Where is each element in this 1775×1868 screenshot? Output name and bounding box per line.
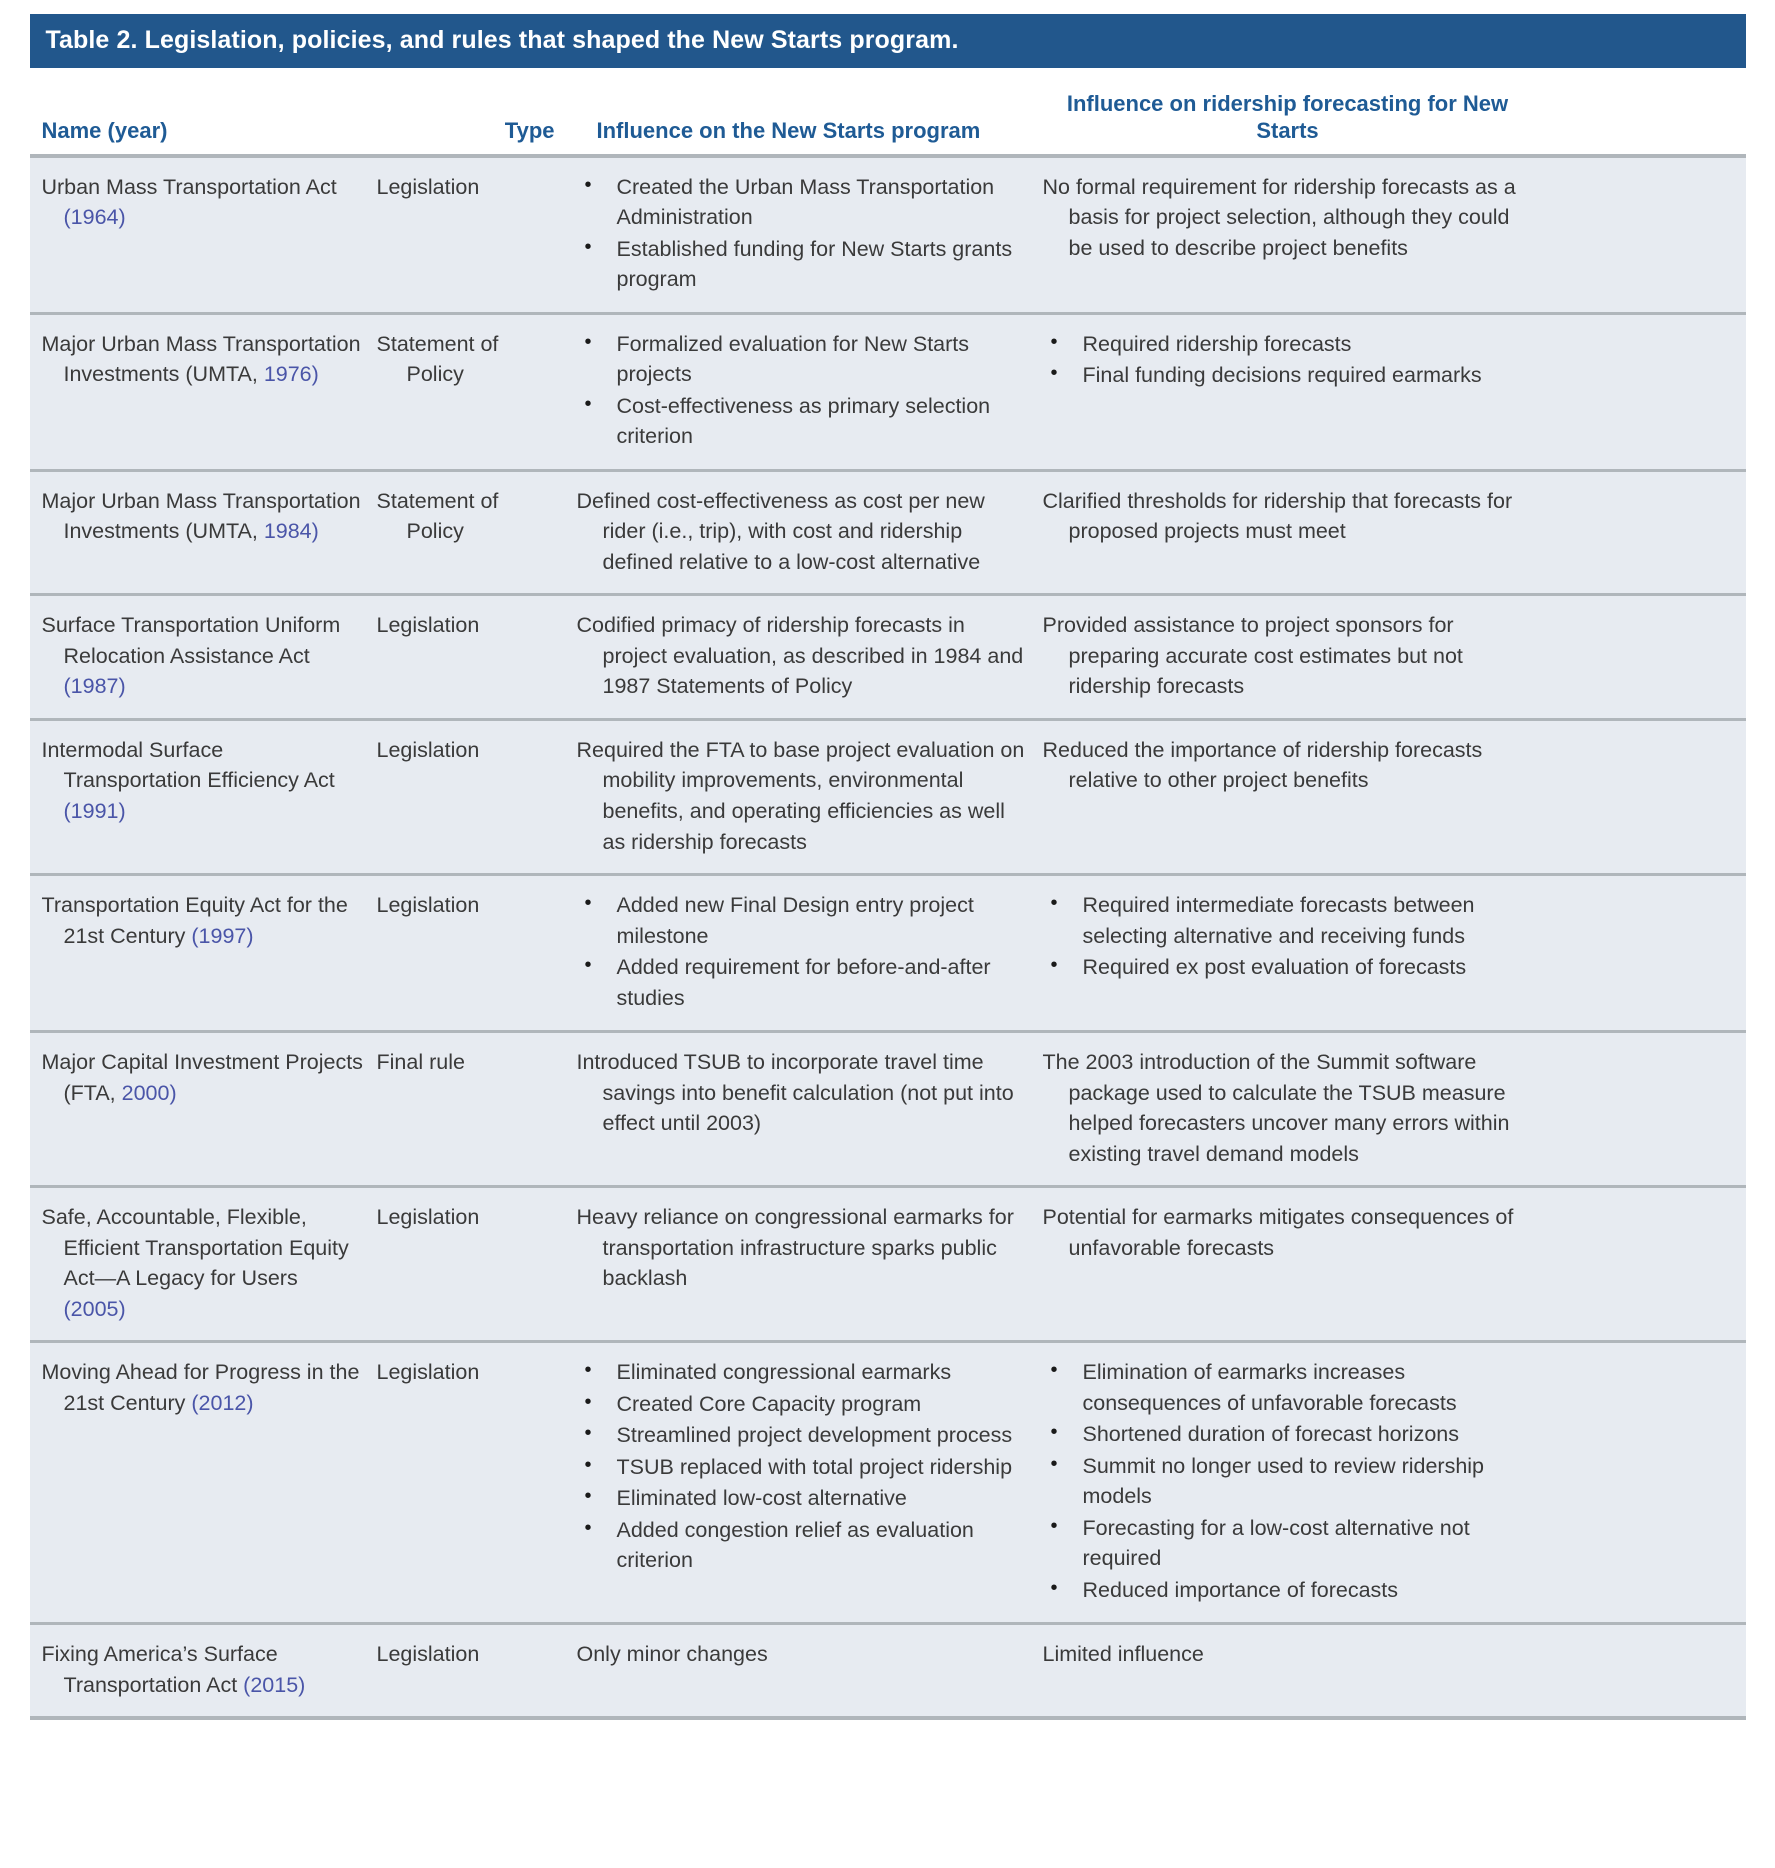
cell-name-year: (1987) bbox=[63, 674, 126, 699]
bullet-item: • Created Core Capacity program bbox=[577, 1389, 1027, 1420]
bullet-item: • Required ex post evaluation of forecasts bbox=[1043, 952, 1525, 983]
bullet-item: • Added congestion relief as evaluation criterion bbox=[577, 1515, 1027, 1576]
cell-name: Moving Ahead for Progress in the 21st Century (2012) bbox=[41, 1360, 360, 1415]
paragraph-text: Provided assistance to project sponsors for preparing accurate cost estimates but not ridership forecasts bbox=[1042, 613, 1463, 699]
bullet-item: • TSUB replaced with total project ridership bbox=[577, 1452, 1027, 1483]
cell-influence-forecasting bbox=[1035, 1033, 1535, 1185]
cell-name: Major Urban Mass Transportation Investments (UMTA, 1976) bbox=[41, 331, 361, 387]
cell-type: Legislation bbox=[376, 1360, 480, 1385]
bullet-item: • Forecasting for a low-cost alternative not required bbox=[1043, 1513, 1525, 1574]
cell-name: Intermodal Surface Transportation Efficiency Act (1991) bbox=[41, 737, 335, 823]
bullet-item: • Created the Urban Mass Transportation Administration bbox=[577, 172, 1027, 233]
bullet-list bbox=[1043, 1357, 1525, 1605]
cell-type: Legislation bbox=[376, 613, 480, 638]
cell-influence-program bbox=[565, 472, 1035, 594]
cell-name-year: (2012) bbox=[191, 1390, 254, 1415]
table-row bbox=[30, 873, 1746, 1030]
bullet-item: • Summit no longer used to review ridership models bbox=[1043, 1451, 1525, 1512]
cell-name-year: (1991) bbox=[63, 799, 126, 823]
bullet-item: • Elimination of earmarks increases consequences of unfavorable forecasts bbox=[1043, 1357, 1525, 1418]
bullet-item: • Added requirement for before-and-after studies bbox=[577, 952, 1027, 1013]
bullet-item: • Required ridership forecasts bbox=[1043, 329, 1525, 360]
cell-type: Legislation bbox=[376, 737, 480, 762]
paragraph-text: No formal requirement for ridership forecasts as a basis for project selection, although they could be used to describe project benefits bbox=[1042, 174, 1516, 260]
cell-name: Surface Transportation Uniform Relocation Assistance Act (1987) bbox=[41, 613, 341, 699]
bullet-list bbox=[1043, 890, 1525, 983]
cell-name-year: (2015) bbox=[243, 1672, 306, 1697]
cell-type: Legislation bbox=[376, 1205, 480, 1230]
cell-name-year: (1997) bbox=[191, 923, 254, 948]
cell-name: Major Urban Mass Transportation Investments (UMTA, 1984) bbox=[41, 488, 361, 544]
paragraph-text: Required the FTA to base project evaluation on mobility improvements, environmental benefits, and operating efficiencies as well as ridership forecasts bbox=[576, 737, 1025, 854]
cell-type: Legislation bbox=[376, 1642, 480, 1667]
cell-influence-program bbox=[565, 158, 1035, 312]
cell-influence-forecasting bbox=[1035, 472, 1535, 594]
paragraph-text: Only minor changes bbox=[576, 1642, 768, 1667]
cell-name-year: 1976) bbox=[263, 362, 319, 387]
bullet-item: • Eliminated congressional earmarks bbox=[577, 1357, 1027, 1388]
cell-type: Statement of Policy bbox=[376, 331, 499, 387]
bullet-item: • Added new Final Design entry project milestone bbox=[577, 890, 1027, 951]
table-row bbox=[30, 158, 1746, 312]
cell-influence-program bbox=[565, 721, 1035, 873]
bullet-item: • Required intermediate forecasts between selecting alternative and receiving funds bbox=[1043, 890, 1525, 951]
cell-influence-program bbox=[565, 1033, 1035, 1185]
cell-influence-program bbox=[565, 1343, 1035, 1622]
cell-name: Urban Mass Transportation Act (1964) bbox=[41, 174, 337, 230]
cell-type: Legislation bbox=[376, 174, 480, 199]
bullet-item: • Formalized evaluation for New Starts projects bbox=[577, 329, 1027, 390]
cell-influence-program bbox=[565, 1625, 1035, 1716]
table-row bbox=[30, 1340, 1746, 1622]
cell-name-year: (2005) bbox=[63, 1296, 126, 1321]
paragraph-text: Heavy reliance on congressional earmarks for transportation infrastructure sparks public backlash bbox=[576, 1205, 1014, 1291]
paragraph-text: The 2003 introduction of the Summit software package used to calculate the TSUB measure helped forecasters uncover many errors within existing travel demand models bbox=[1042, 1050, 1510, 1166]
table-2-container bbox=[30, 0, 1746, 1720]
column-header-influence-program: Influence on the New Starts program bbox=[596, 118, 981, 144]
cell-influence-forecasting bbox=[1035, 315, 1535, 469]
cell-influence-forecasting bbox=[1035, 721, 1535, 873]
table-row bbox=[30, 1030, 1746, 1185]
cell-influence-program bbox=[565, 315, 1035, 469]
paragraph-text: Introduced TSUB to incorporate travel time savings into benefit calculation (not put into effect until 2003) bbox=[576, 1050, 1014, 1136]
bullet-item: • Cost-effectiveness as primary selection criterion bbox=[577, 391, 1027, 452]
table-body bbox=[30, 158, 1746, 1721]
table-caption: Table 2. Legislation, policies, and rules that shaped the New Starts program. bbox=[30, 14, 1746, 68]
cell-influence-forecasting bbox=[1035, 158, 1535, 312]
bullet-item: • Eliminated low-cost alternative bbox=[577, 1483, 1027, 1514]
bullet-list bbox=[577, 329, 1027, 452]
cell-name-year: (1964) bbox=[63, 205, 126, 230]
cell-influence-forecasting bbox=[1035, 1343, 1535, 1622]
table-row bbox=[30, 593, 1746, 718]
bullet-list bbox=[1043, 329, 1525, 391]
table-row bbox=[30, 718, 1746, 873]
cell-name-year: 1984) bbox=[263, 519, 319, 544]
cell-influence-forecasting bbox=[1035, 1188, 1535, 1340]
cell-name: Transportation Equity Act for the 21st Century (1997) bbox=[41, 893, 348, 948]
cell-influence-program bbox=[565, 1188, 1035, 1340]
cell-name: Fixing America’s Surface Transportation Act (2015) bbox=[41, 1642, 306, 1697]
table-row bbox=[30, 1185, 1746, 1340]
table-row bbox=[30, 469, 1746, 594]
bullet-item: • Established funding for New Starts grants program bbox=[577, 234, 1027, 295]
column-header-type: Type bbox=[504, 118, 555, 144]
cell-type: Statement of Policy bbox=[376, 488, 499, 544]
bullet-list bbox=[577, 890, 1027, 1013]
paragraph-text: Limited influence bbox=[1042, 1642, 1204, 1667]
cell-name: Major Capital Investment Projects (FTA, 2000) bbox=[41, 1050, 363, 1105]
bullet-list bbox=[577, 1357, 1027, 1576]
cell-influence-forecasting bbox=[1035, 876, 1535, 1030]
bullet-item: • Final funding decisions required earmarks bbox=[1043, 360, 1525, 391]
table-row bbox=[30, 312, 1746, 469]
cell-influence-program bbox=[565, 876, 1035, 1030]
table-row bbox=[30, 1622, 1746, 1716]
paragraph-text: Codified primacy of ridership forecasts in project evaluation, as described in 1984 and 1987 Statements of Policy bbox=[576, 613, 1024, 699]
bullet-item: • Shortened duration of forecast horizons bbox=[1043, 1419, 1525, 1450]
paragraph-text: Potential for earmarks mitigates consequences of unfavorable forecasts bbox=[1042, 1205, 1514, 1260]
cell-type: Legislation bbox=[376, 893, 480, 918]
cell-name-year: 2000) bbox=[121, 1080, 177, 1105]
cell-influence-forecasting bbox=[1035, 596, 1535, 718]
cell-name: Safe, Accountable, Flexible, Efficient Transportation Equity Act—A Legacy for Users (2005) bbox=[41, 1205, 349, 1321]
bullet-item: • Reduced importance of forecasts bbox=[1043, 1575, 1525, 1606]
cell-type: Final rule bbox=[376, 1050, 465, 1075]
paragraph-text: Reduced the importance of ridership forecasts relative to other project benefits bbox=[1042, 737, 1483, 793]
bullet-list bbox=[577, 172, 1027, 295]
cell-influence-forecasting bbox=[1035, 1625, 1535, 1716]
bullet-item: • Streamlined project development process bbox=[577, 1420, 1027, 1451]
table-column-headers bbox=[30, 68, 1746, 158]
column-header-influence-forecasting: Influence on ridership forecasting for New Starts bbox=[1066, 90, 1509, 144]
cell-influence-program bbox=[565, 596, 1035, 718]
paragraph-text: Clarified thresholds for ridership that forecasts for proposed projects must meet bbox=[1042, 488, 1513, 544]
column-header-name: Name (year) bbox=[41, 118, 168, 144]
paragraph-text: Defined cost-effectiveness as cost per new rider (i.e., trip), with cost and ridership defined relative to a low-cost alternative bbox=[576, 488, 985, 574]
